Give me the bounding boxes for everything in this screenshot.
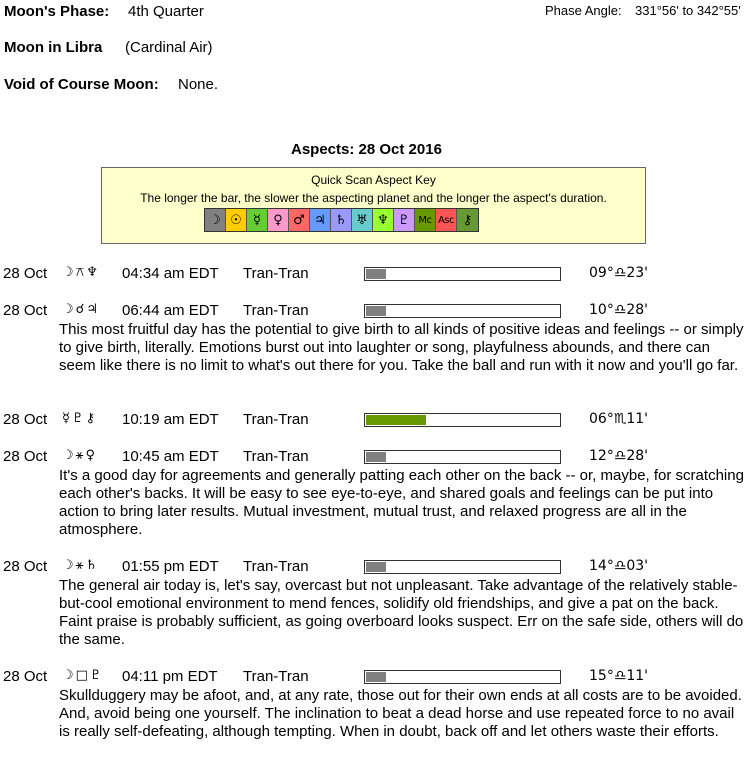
sun-icon: ☉	[226, 209, 247, 231]
aspect-type: Tran-Tran	[243, 448, 309, 465]
duration-bar-fill	[366, 306, 386, 316]
aspect-row	[3, 558, 743, 578]
aspect-type: Tran-Tran	[243, 411, 309, 428]
aspect-description: The general air today is, let's say, overcast but not unpleasant. Take advantage of the relatively stable-but-cool emotional environment to mend fences, solidify old friendships, and give a pat on the back. Faint praise is probably sufficient, as going overboard looks suspect. Err on the safe side, others will do the same.	[59, 577, 744, 648]
duration-bar-fill	[366, 562, 386, 572]
jupiter-icon: ♃	[310, 209, 331, 231]
aspect-glyphs: ☽⚻♆	[62, 265, 100, 280]
aspect-position: 10°♎28'	[589, 302, 649, 318]
duration-bar-fill	[366, 452, 386, 462]
moon-phase-value: 4th Quarter	[128, 3, 204, 20]
aspect-description: Skullduggery may be afoot, and, at any rate, those out for their own ends at all costs are to be avoided. And, avoid being one yourself. The inclination to beat a dead horse and use repeated force to no avail is really self-defeating, although tempting. When in doubt, back off and let others waste their efforts.	[59, 687, 742, 740]
aspect-time: 01:55 pm EDT	[122, 558, 219, 575]
aspect-type: Tran-Tran	[243, 668, 309, 685]
neptune-icon: ♆	[373, 209, 394, 231]
aspect-position: 09°♎23'	[589, 265, 649, 281]
aspect-time: 04:11 pm EDT	[122, 668, 218, 685]
ascendant-icon: Asc	[436, 209, 457, 231]
aspect-key-box	[101, 167, 646, 244]
aspect-glyphs: ☽⚹♀	[62, 448, 97, 463]
aspect-glyphs: ☽☌♃	[62, 302, 101, 317]
duration-bar	[364, 450, 561, 464]
moon-phase-label: Moon's Phase:	[4, 3, 110, 20]
duration-bar-fill	[366, 672, 386, 682]
chiron-icon: ⚷	[457, 209, 478, 231]
mars-icon: ♂	[289, 209, 310, 231]
aspect-type: Tran-Tran	[243, 302, 309, 319]
aspect-position: 12°♎28'	[589, 448, 649, 464]
phase-angle-label: Phase Angle:	[545, 3, 622, 18]
aspect-glyphs: ☽⚹♄	[62, 558, 100, 573]
midheaven-icon: Mc	[415, 209, 436, 231]
duration-bar-fill	[366, 269, 386, 279]
aspect-position: 14°♎03'	[589, 558, 649, 574]
aspect-description: It's a good day for agreements and generally patting each other on the back -- or, maybe, for scratching each other's backs. It will be easy to see eye-to-eye, and shared goals and feelings can be put into action to bring later results. Mutual investment, mutual trust, and relaxed progress are all in the atmosphere.	[59, 467, 744, 538]
void-of-course-value: None.	[178, 76, 219, 93]
aspect-time: 04:34 am EDT	[122, 265, 219, 282]
aspect-type: Tran-Tran	[243, 265, 309, 282]
aspect-date: 28 Oct	[3, 302, 48, 319]
aspect-date: 28 Oct	[3, 668, 48, 685]
saturn-icon: ♄	[331, 209, 352, 231]
aspect-date: 28 Oct	[3, 448, 48, 465]
duration-bar	[364, 304, 561, 318]
aspect-row	[3, 265, 743, 285]
aspect-time: 06:44 am EDT	[122, 302, 219, 319]
duration-bar-fill	[366, 415, 426, 425]
aspect-time: 10:45 am EDT	[122, 448, 219, 465]
aspect-key-title: Quick Scan Aspect Key	[311, 173, 436, 187]
aspect-description: This most fruitful day has the potential to give birth to all kinds of positive ideas and feelings -- or simply to give birth, literally. Emotions burst out into laughter or song, playfulness abounds, and there can seem like there is no limit to what's out there for you. Take the ball and run with it now and you'll go far.	[59, 321, 744, 374]
planet-glyph-strip	[204, 208, 479, 232]
venus-icon: ♀	[268, 209, 289, 231]
mercury-icon: ☿	[247, 209, 268, 231]
aspect-time: 10:19 am EDT	[122, 411, 219, 428]
aspect-glyphs: ☽□♇	[62, 668, 104, 683]
duration-bar	[364, 267, 561, 281]
void-of-course-label: Void of Course Moon:	[4, 76, 159, 93]
aspect-key-description: The longer the bar, the slower the aspecting planet and the longer the aspect's duration.	[140, 191, 607, 205]
aspect-date: 28 Oct	[3, 558, 48, 575]
aspect-glyphs: ☿♇⚷	[62, 411, 98, 426]
uranus-icon: ♅	[352, 209, 373, 231]
duration-bar	[364, 413, 561, 427]
aspect-date: 28 Oct	[3, 411, 48, 428]
aspect-date: 28 Oct	[3, 265, 48, 282]
aspect-type: Tran-Tran	[243, 558, 309, 575]
aspect-position: 15°♎11'	[589, 668, 649, 684]
duration-bar	[364, 670, 561, 684]
phase-angle-value: 331°56' to 342°55'	[635, 3, 741, 18]
aspect-row	[3, 668, 743, 688]
aspect-row	[3, 302, 743, 322]
moon-sign-detail: (Cardinal Air)	[125, 39, 213, 56]
moon-icon: ☽	[205, 209, 226, 231]
pluto-icon: ♇	[394, 209, 415, 231]
aspects-title: Aspects: 28 Oct 2016	[291, 141, 442, 158]
moon-sign-label: Moon in Libra	[4, 39, 103, 56]
aspect-row	[3, 448, 743, 468]
duration-bar	[364, 560, 561, 574]
aspect-position: 06°♏11'	[589, 411, 649, 427]
aspect-row	[3, 411, 743, 431]
